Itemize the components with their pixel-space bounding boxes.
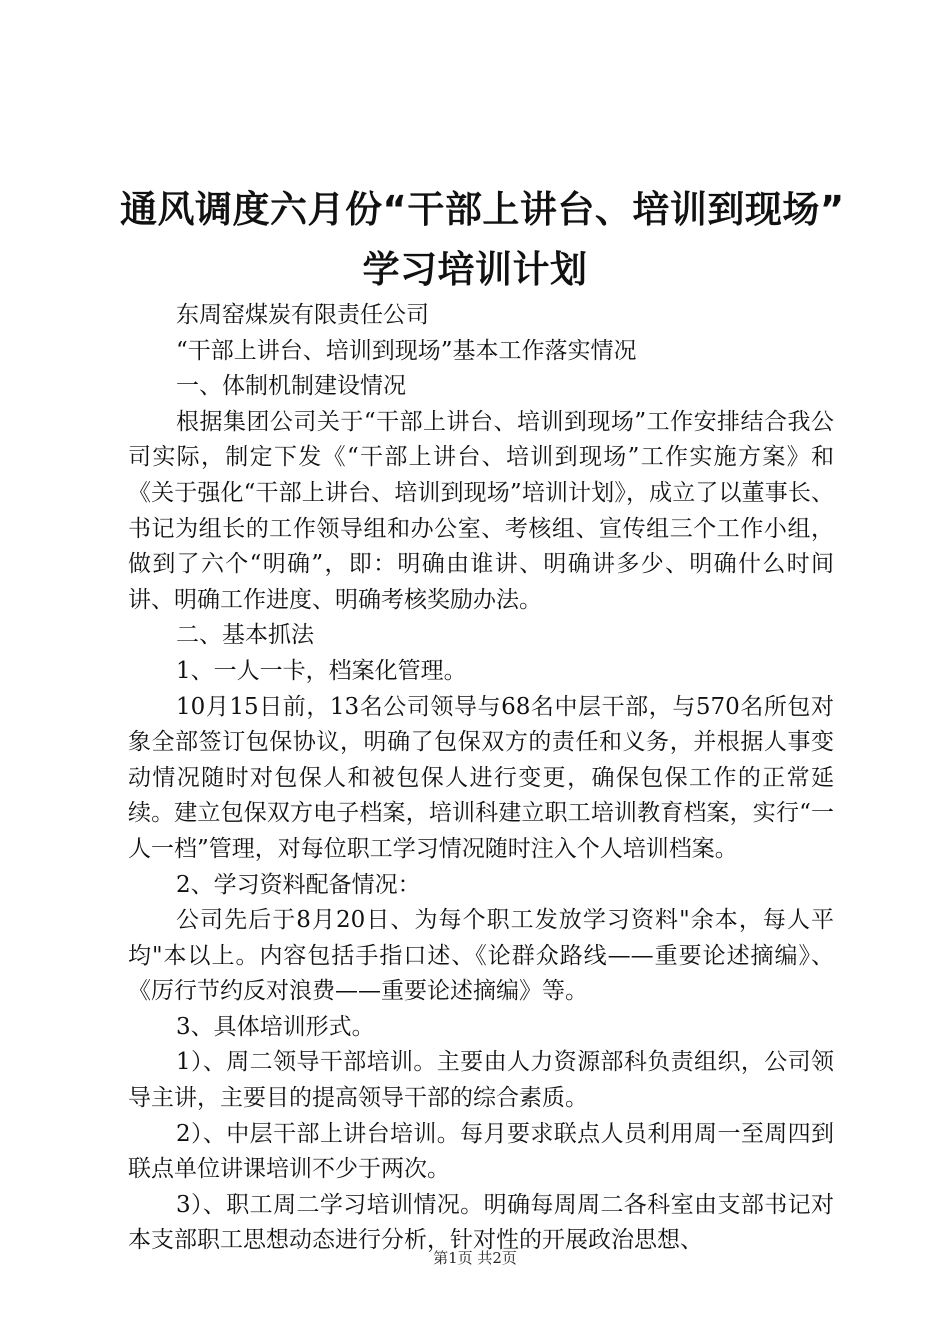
paragraph-materials: 公司先后于8月20日、为每个职工发放学习资料"余本，每人平均"本以上。内容包括手指口述、《论群众路线——重要论述摘编》、《厉行节约反对浪费——重要论述摘编》等。 <box>128 907 834 1005</box>
page-footer: 第1页 共2页 <box>433 1249 517 1267</box>
paragraph-mechanism: 根据集团公司关于“干部上讲台、培训到现场”工作安排结合我公司实际，制定下发《“干部上讲台、培训到现场”工作实施方案》和《关于强化“干部上讲台、培训到现场”培训计划》，成立了以董事长、书记为组长的工作领导组和办公室、考核组、宣传组三个工作小组，做到了六个“明确”，即：明确由谁讲、明确讲多少、明确什么时间讲、明确工作进度、明确考核奖励办法。 <box>128 408 834 613</box>
paragraph-company: 东周窑煤炭有限责任公司 <box>176 302 429 328</box>
subheading-3: 3、具体培训形式。 <box>176 1013 375 1040</box>
paragraph-archive: 10月15日前，13名公司领导与68名中层干部，与570名所包对象全部签订包保协议，明确了包保双方的责任和义务，并根据人事变动情况随时对包保人和被包保人进行变更，确保包保工作的正常延续。建立包保双方电子档案，培训科建立职工培训教育档案，实行“一人一档”管理，对每位职工学习情况随时注入个人培训档案。 <box>128 693 834 862</box>
document-body <box>128 298 834 1259</box>
paragraph-subtitle: “干部上讲台、培训到现场”基本工作落实情况 <box>176 337 637 364</box>
document-title-line-1: 通风调度六月份“干部上讲台、培训到现场” <box>120 188 845 231</box>
section-heading-2: 二、基本抓法 <box>176 622 314 649</box>
paragraph-staff-tuesday: 3）、职工周二学习培训情况。明确每周周二各科室由支部书记对本支部职工思想动态进行分析，针对性的开展政治思想、 <box>128 1191 834 1254</box>
paragraph-tuesday-leaders: 1）、周二领导干部培训。主要由人力资源部科负责组织，公司领导主讲，主要目的提高领导干部的综合素质。 <box>128 1049 834 1112</box>
subheading-2: 2、学习资料配备情况： <box>176 871 421 898</box>
subheading-1: 1、一人一卡，档案化管理。 <box>176 657 467 684</box>
paragraph-middle-managers: 2）、中层干部上讲台培训。每月要求联点人员利用周一至周四到联点单位讲课培训不少于两次。 <box>128 1120 834 1183</box>
document-title-line-2: 学习培训计划 <box>362 248 588 291</box>
section-heading-1: 一、体制机制建设情况 <box>176 373 406 400</box>
